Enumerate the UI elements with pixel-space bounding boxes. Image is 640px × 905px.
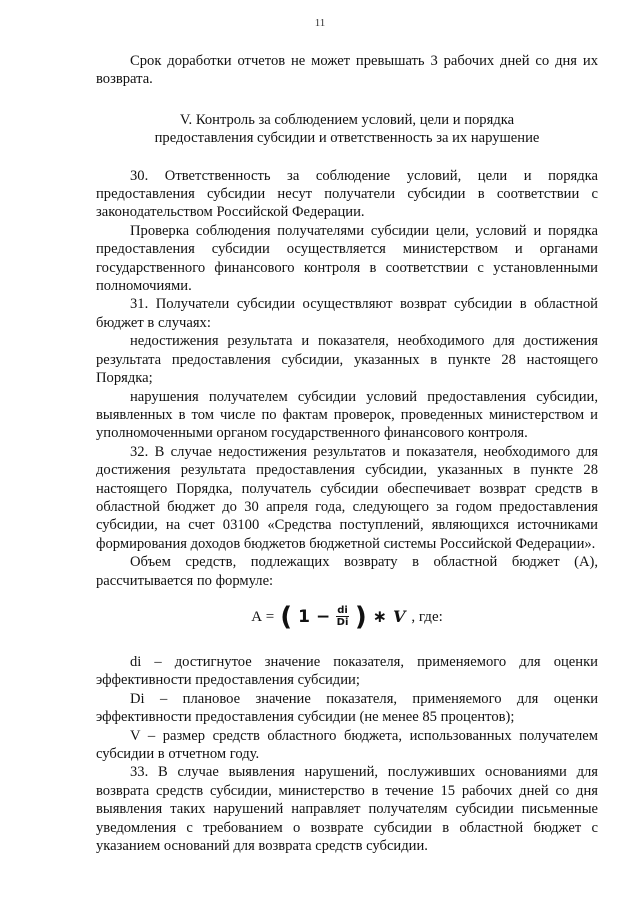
formula-lhs: А = [251,608,275,625]
paragraph-31-case-2: нарушения получателем субсидии условий предоставления субсидии, выявленных в том числе по фактам проверок, проведенных министерством и уполномоченными органом государственного финансового контроля. [96,388,598,442]
paragraph-30: 30. Ответственность за соблюдение условий, цели и порядка предоставления субсидии несут получатели субсидии в соответствии с законодательством Российской Федерации. [96,167,598,221]
paragraph-32-formula-intro: Объем средств, подлежащих возврату в областной бюджет (А), рассчитывается по формуле: [96,554,598,589]
paragraph-32: 32. В случае недостижения результатов и показателя, необходимого для достижения результата предоставления субсидии, указанных в пункте 28 настоящего Порядка, получатель субсидии обеспечивает возврат средств в областной бюджет до 30 апреля года, следующего за годом предоставления субсидии, на счет 03100 «Средства поступлений, являющихся источниками формирования доходов бюджетов бюджетной системы Российской Федерации». [96,443,598,552]
paragraph-31: 31. Получатели субсидии осуществляют возврат субсидии в областной бюджет в случаях: [96,296,598,331]
definition-V: V – размер средств областного бюджета, использованных получателем субсидии в отчетном году. [96,727,598,762]
paragraph-31-case-1: недостижения результата и показателя, необходимого для достижения результата предоставления субсидии, указанных в пункте 28 настоящего Порядка; [96,333,598,387]
formula-fraction [336,605,349,628]
section-title-line-1: V. Контроль за соблюдением условий, цели и порядка [179,111,515,128]
section-title [96,111,598,148]
section-title-line-2: предоставления субсидии и ответственность за их нарушение [154,130,540,147]
formula-denominator: Di [336,617,349,629]
formula-times: ∗ [372,606,387,627]
definition-Di: Di – плановое значение показателя, применяемого для оценки эффективности предоставления субсидии (не менее 85 процентов); [96,690,598,726]
formula-suffix: , где: [411,608,443,625]
formula-one: 1 [298,606,310,627]
page-number: 11 [314,17,326,29]
paragraph-30-verification: Проверка соблюдения получателями субсидии цели, условий и порядка предоставления субсидии осуществляется министерством и органами государственного финансового контроля в соответствии с установленными полномочиями. [96,222,598,295]
formula-open-paren: ( [280,601,293,632]
formula-v: V [392,606,406,626]
return-amount-formula [96,602,598,632]
intro-paragraph: Срок доработки отчетов не может превышать 3 рабочих дней со дня их возврата. [96,53,598,88]
formula-close-paren: ) [354,601,367,632]
formula-numerator: di [337,605,348,617]
paragraph-33: 33. В случае выявления нарушений, послуживших основаниями для возврата средств субсидии, министерство в течение 15 рабочих дней со дня выявления таких нарушений направляет получателям субсидии письменные уведомления с требованием о возврате субсидии в областной бюджет с указанием оснований для возврата средств субсидии. [96,764,598,855]
definition-di: di – достигнутое значение показателя, применяемого для оценки эффективности предоставления субсидии; [96,653,598,689]
formula-minus: − [316,606,331,627]
document-body [96,52,598,855]
